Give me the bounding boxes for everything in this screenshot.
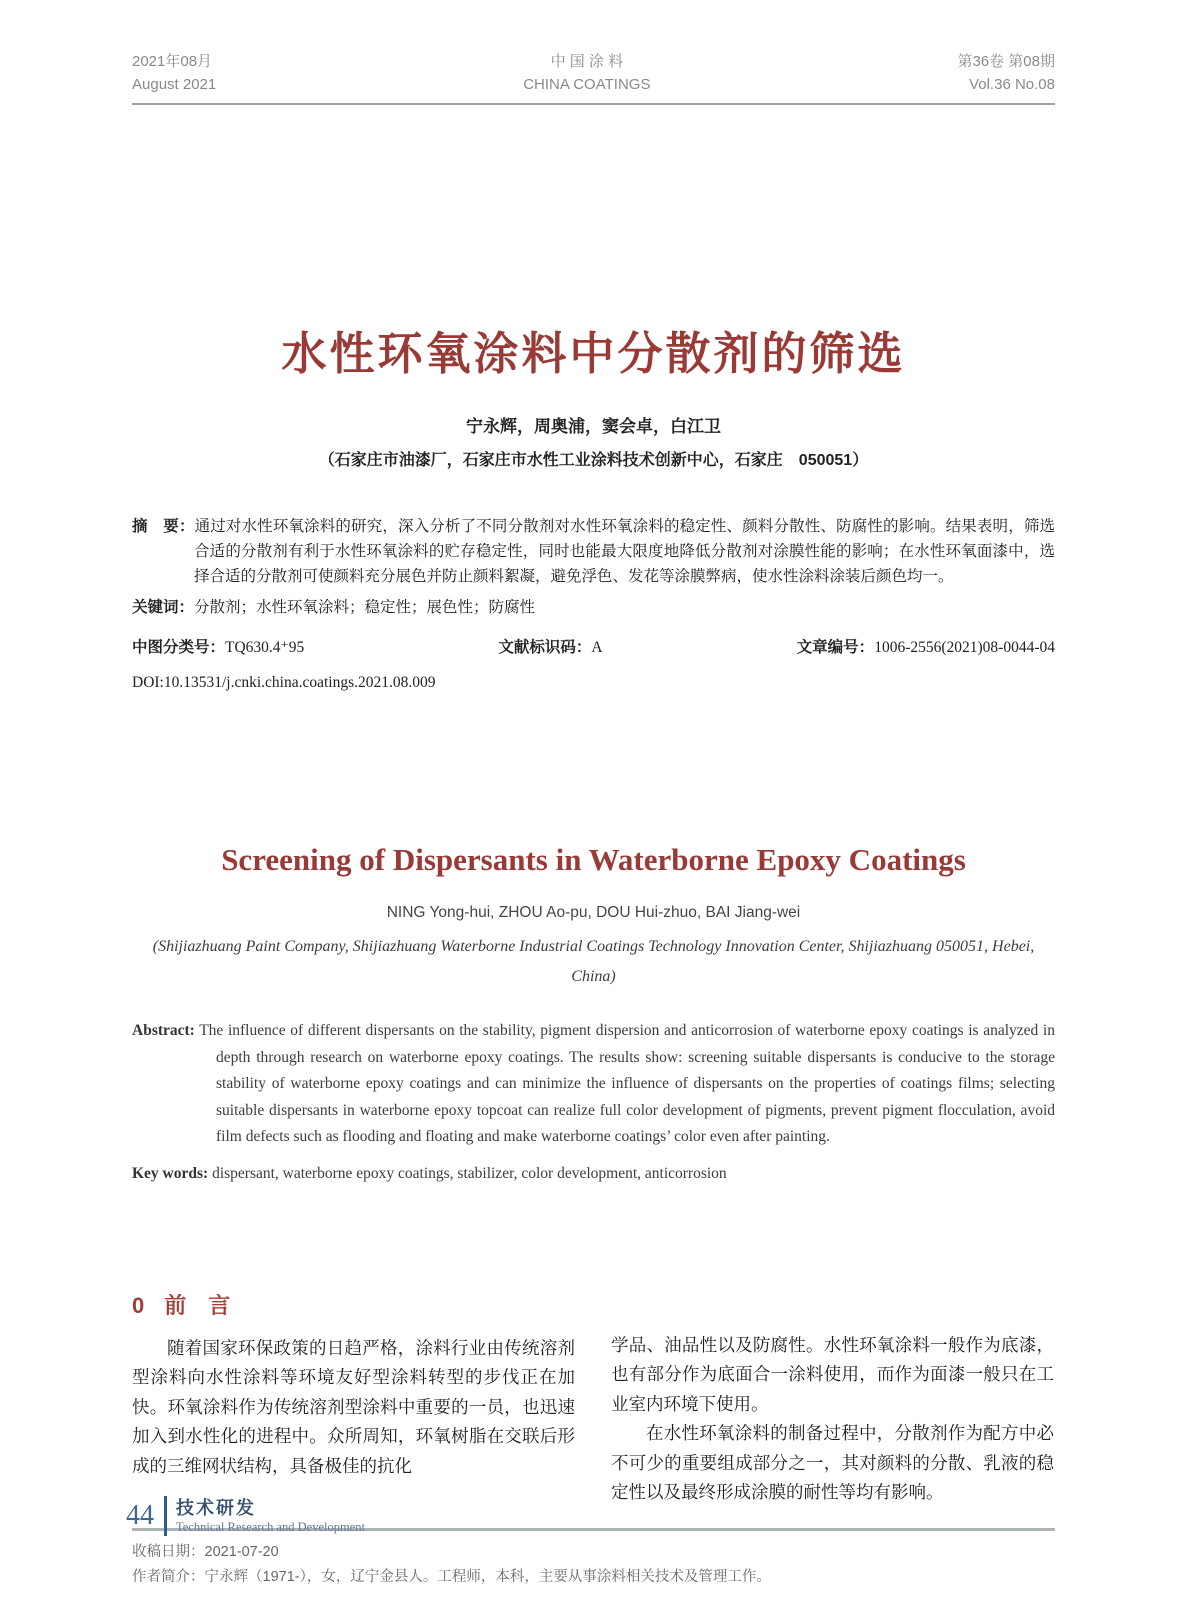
footer-divider-bar <box>164 1496 167 1536</box>
footer-column-cn: 技术研发 <box>176 1497 256 1518</box>
abstract-label-en: Abstract: <box>132 1022 195 1039</box>
journal-header <box>132 0 1055 105</box>
abstract-en-block <box>132 1018 1055 1151</box>
affiliation-en: (Shijiazhuang Paint Company, Shijiazhuang Waterborne Industrial Coatings Technology Innovation Center, Shijiazhuang 050051, Hebei, China) <box>152 938 1035 985</box>
article-id-label: 文章编号： <box>796 639 875 656</box>
authors-en: NING Yong-hui, ZHOU Ao-pu, DOU Hui-zhuo, BAI Jiang-wei <box>386 904 801 921</box>
keywords-cn-line <box>132 595 1055 620</box>
body-columns <box>132 1289 1055 1508</box>
received-date-line <box>132 1540 1055 1565</box>
keywords-text-cn: 分散剂；水性环氧涂料；稳定性；展色性；防腐性 <box>194 599 536 616</box>
received-date-value: 2021-07-20 <box>204 1543 279 1560</box>
footer-column-name <box>176 1497 365 1536</box>
received-date-label: 收稿日期： <box>132 1543 205 1560</box>
article-id-value: 1006-2556(2021)08-0044-04 <box>874 639 1055 656</box>
header-issue-cn: 第36卷 第08期 <box>957 53 1055 70</box>
article-title-en: Screening of Dispersants in Waterborne Epoxy Coatings <box>221 842 966 877</box>
body-paragraph: 随着国家环保政策的日趋严格，涂料行业由传统溶剂型涂料向水性涂料等环境友好型涂料转型的步伐正在加快。环氧涂料作为传统溶剂型涂料中重要的一员，也迅速加入到水性化的进程中。众所周知，环氧树脂在交联后形成的三维网状结构，具备极佳的抗化 <box>132 1337 575 1476</box>
header-journal-en: CHINA COATINGS <box>523 76 651 93</box>
abstract-en-paragraph <box>132 1018 1055 1151</box>
footer-column-en: Technical Research and Development <box>176 1519 365 1534</box>
clc-item <box>132 636 304 660</box>
header-date-cn: 2021年08月 <box>132 53 213 70</box>
doc-code-value: A <box>591 639 603 656</box>
header-journal-name <box>523 50 650 96</box>
abstract-text-en: The influence of different dispersants on the stability, pigment dispersion and anticorrosion of waterborne epoxy coatings is analyzed in depth through research on waterborne epoxy coatings. The results show: screening suitable dispersants is conducive to the storage stability of waterborne epoxy coatings and can minimize the influence of dispersants on the properties of coatings films; selecting suitable dispersants in waterborne epoxy topcoat can realize full color development of pigments, prevent pigment flocculation, avoid film defects such as flooding and floating and make waterborne coatings’ color even after painting. <box>199 1022 1055 1145</box>
keywords-label-cn: 关键词： <box>132 599 195 616</box>
header-issue <box>957 50 1055 96</box>
abstract-cn-block <box>132 514 1055 589</box>
header-date <box>132 50 216 96</box>
doc-code-item <box>498 636 602 660</box>
doi-line: DOI:10.13531/j.cnki.china.coatings.2021.08.009 <box>132 674 436 691</box>
abstract-cn-paragraph <box>132 514 1055 589</box>
classification-row <box>132 636 1055 660</box>
body-column-left <box>132 1289 575 1508</box>
keywords-label-en: Key words: <box>132 1164 209 1182</box>
section-heading <box>132 1289 575 1320</box>
author-bio-value: 宁永辉（1971-），女，辽宁金县人。工程师，本科，主要从事涂料相关技术及管理工作。 <box>204 1568 771 1585</box>
clc-label: 中图分类号： <box>132 639 226 656</box>
authors-cn: 宁永辉，周奥浦，窦会卓，白江卫 <box>466 417 721 436</box>
footnote-block <box>132 1528 1055 1590</box>
author-bio-label: 作者简介： <box>132 1568 205 1585</box>
body-column-right <box>611 1289 1054 1508</box>
header-issue-en: Vol.36 No.08 <box>969 76 1055 93</box>
section-number: 0 <box>132 1292 145 1318</box>
abstract-text-cn: 通过对水性环氧涂料的研究，深入分析了不同分散剂对水性环氧涂料的稳定性、颜料分散性、防腐性的影响。结果表明，筛选合适的分散剂有利于水性环氧涂料的贮存稳定性，同时也能最大限度地降低分散剂对涂膜性能的影响；在水性环氧面漆中，选择合适的分散剂可使颜料充分展色并防止颜料絮凝，避免浮色、发花等涂膜弊病，使水性涂料涂装后颜色均一。 <box>194 518 1055 585</box>
keywords-text-en: dispersant, waterborne epoxy coatings, stabilizer, color development, anticorrosion <box>212 1164 727 1182</box>
body-paragraph: 在水性环氧涂料的制备过程中，分散剂作为配方中必不可少的重要组成部分之一，其对颜料的分散、乳液的稳定性以及最终形成涂膜的耐性等均有影响。 <box>611 1423 1054 1502</box>
keywords-en-line <box>132 1165 1055 1183</box>
author-bio-line <box>132 1565 1055 1590</box>
abstract-label-cn: 摘 要： <box>132 518 195 535</box>
header-journal-cn: 中 国 涂 料 <box>550 53 624 70</box>
body-paragraph: 学品、油品性以及防腐性。水性环氧涂料一般作为底漆，也有部分作为底面合一涂料使用，而作为面漆一般只在工业室内环境下使用。 <box>611 1334 1054 1414</box>
article-id-item <box>797 636 1055 660</box>
doc-code-label: 文献标识码： <box>498 639 592 656</box>
article-title-cn: 水性环氧涂料中分散剂的筛选 <box>281 328 906 379</box>
page-number: 44 <box>126 1500 154 1531</box>
page-footer <box>126 1496 365 1536</box>
header-date-en: August 2021 <box>132 76 217 93</box>
clc-value: TQ630.4⁺95 <box>225 639 305 656</box>
section-title: 前 言 <box>164 1292 231 1318</box>
affiliation-cn: （石家庄市油漆厂，石家庄市水性工业涂料技术创新中心，石家庄 050051） <box>318 452 869 469</box>
